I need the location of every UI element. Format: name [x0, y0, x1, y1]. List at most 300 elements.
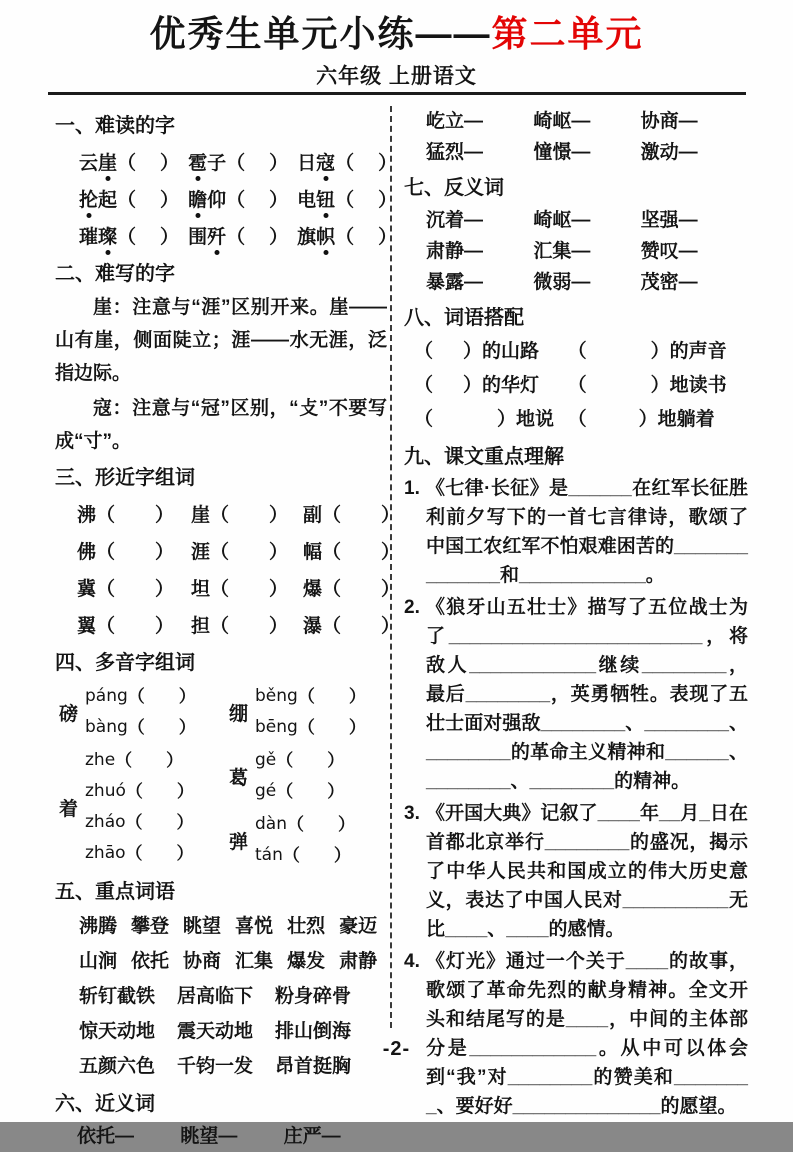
hard-to-read-words [55, 143, 398, 254]
pair-word: 激动— [640, 142, 698, 163]
word-with-parens [297, 148, 397, 175]
key-word: 沸腾 [79, 916, 118, 937]
hanzi-char: 担 [191, 616, 211, 637]
answer-blank-parens [117, 222, 179, 249]
collocation-row [404, 335, 748, 369]
close-paren: ） [381, 616, 401, 637]
polyphone-group [59, 681, 229, 743]
close-paren: ） [463, 375, 483, 396]
hanzi-char: 子 [207, 153, 227, 174]
pinyin-reading [255, 681, 366, 712]
open-paren: （ [117, 190, 137, 211]
key-word-row [55, 909, 387, 944]
word-with-parens [79, 222, 179, 249]
blank-gap [115, 550, 155, 551]
open-paren: （ [567, 409, 587, 430]
answer-blank-parens [210, 500, 288, 527]
answer-blank-parens [226, 222, 288, 249]
key-word: 依托 [131, 951, 170, 972]
similar-char-cell [191, 532, 303, 569]
item-number: 1. [404, 478, 420, 499]
pair-word: 憧憬— [533, 142, 591, 163]
word-with-parens [79, 148, 179, 175]
blank-gap [245, 235, 269, 236]
blank-gap [229, 513, 269, 514]
close-paren: ） [160, 190, 180, 211]
blank-gap [145, 727, 179, 728]
collocation-suffix: 地读书 [669, 375, 727, 396]
key-word: 攀登 [131, 916, 170, 937]
pinyin-text: běng [255, 686, 298, 706]
hanzi-char: 钮 [316, 185, 335, 212]
open-paren: （ [127, 718, 145, 737]
open-paren: （ [414, 375, 434, 396]
open-paren: （ [226, 190, 246, 211]
answer-blank-parens [287, 809, 355, 840]
pair-row [404, 137, 748, 168]
pinyin-reading [85, 807, 194, 838]
open-paren: （ [276, 782, 294, 801]
comprehension-item [404, 593, 748, 796]
pair-row [404, 106, 748, 137]
hard-word-row [55, 143, 398, 180]
right-column [404, 106, 748, 1124]
antonyms-list [404, 205, 748, 298]
answer-blank-parens [96, 537, 174, 564]
answer-blank-parens [276, 745, 344, 776]
open-paren: （ [96, 579, 116, 600]
hanzi-char: 帜 [316, 222, 335, 249]
open-paren: （ [127, 687, 145, 706]
answer-blank-parens [414, 335, 482, 369]
close-paren: ） [650, 375, 670, 396]
polyphone-hanzi: 弹 [229, 831, 249, 853]
pair-word: 赞叹— [640, 241, 698, 262]
hard-to-write-notes [55, 291, 387, 458]
pair-word: 沉着— [426, 210, 484, 231]
open-paren: （ [297, 718, 315, 737]
open-paren: （ [297, 687, 315, 706]
hanzi-char: 沸 [77, 505, 97, 526]
reading-lines [255, 745, 344, 807]
pair-row [404, 205, 748, 236]
hanzi-char: 爆 [303, 579, 323, 600]
close-paren: ） [178, 718, 196, 737]
close-paren: ） [166, 751, 184, 770]
title-red: 第二单元 [491, 13, 644, 54]
answer-blank-parens [322, 500, 400, 527]
answer-blank-parens [115, 745, 183, 776]
hanzi-char: 崖 [98, 148, 117, 175]
blank-gap [229, 587, 269, 588]
blank-gap [115, 587, 155, 588]
close-paren: ） [327, 751, 345, 770]
key-word: 排山倒海 [275, 1021, 352, 1042]
polyphone-column [229, 680, 366, 872]
blank-gap [293, 791, 327, 792]
comprehension-item [404, 474, 748, 590]
section9-heading: 九、课文重点理解 [404, 446, 564, 468]
pair-word: 崎岖— [533, 111, 591, 132]
pinyin-text: zhuó [85, 781, 126, 801]
note-paragraph: 寇：注意与“冠”区别，“攴”不要写成“寸”。 [55, 398, 387, 452]
pair-word: 庄严— [283, 1126, 341, 1147]
hanzi-char: 璀 [79, 227, 99, 248]
close-paren: ） [155, 579, 175, 600]
left-column [55, 106, 401, 1152]
open-paren: （ [335, 227, 355, 248]
similar-char-cell [77, 606, 191, 643]
section4-heading: 四、多音字组词 [55, 652, 195, 674]
similar-char-cell [77, 532, 191, 569]
key-word: 粉身碎骨 [275, 986, 352, 1007]
reading-lines [85, 681, 196, 743]
blank-gap [354, 198, 378, 199]
hanzi-char: 歼 [207, 222, 226, 249]
blank-gap [354, 235, 378, 236]
similar-char-cell [77, 569, 191, 606]
collocation-row [404, 403, 748, 437]
close-paren: ） [378, 227, 398, 248]
blank-gap [587, 420, 639, 421]
word-with-parens [188, 185, 288, 212]
hanzi-char: 副 [303, 505, 323, 526]
open-paren: （ [322, 579, 342, 600]
answer-blank-parens [568, 369, 670, 403]
key-word: 眺望 [183, 916, 222, 937]
blank-gap [341, 550, 381, 551]
hanzi-char: 璨 [98, 222, 117, 249]
word-with-parens [297, 222, 397, 249]
blank-gap [341, 513, 381, 514]
polyphone-groups [55, 680, 387, 872]
pair-word: 屹立— [426, 111, 484, 132]
close-paren: ） [381, 505, 401, 526]
close-paren: ） [378, 153, 398, 174]
blank-gap [341, 624, 381, 625]
pinyin-reading [85, 681, 196, 712]
close-paren: ） [160, 227, 180, 248]
page-number: -2- [382, 1038, 411, 1060]
pair-word: 崎岖— [533, 210, 591, 231]
pinyin-reading [255, 712, 366, 743]
open-paren: （ [226, 227, 246, 248]
blank-gap [304, 824, 338, 825]
close-paren: ） [381, 579, 401, 600]
answer-blank-parens [210, 574, 288, 601]
answer-blank-parens [322, 574, 400, 601]
close-paren: ） [638, 409, 658, 430]
blank-gap [433, 352, 463, 353]
close-paren: ） [269, 616, 289, 637]
open-paren: （ [115, 751, 133, 770]
pinyin-reading [85, 838, 194, 869]
word-with-parens [297, 185, 397, 212]
section7-heading: 七、反义词 [404, 177, 504, 199]
close-paren: ） [269, 190, 289, 211]
answer-blank-parens [210, 611, 288, 638]
answer-blank-parens [298, 712, 366, 743]
open-paren: （ [210, 616, 230, 637]
polyphone-hanzi: 磅 [59, 703, 79, 725]
reading-lines [255, 681, 366, 743]
close-paren: ） [155, 616, 175, 637]
polyphone-group [229, 809, 366, 871]
blank-gap [229, 550, 269, 551]
polyphone-group [229, 681, 366, 743]
answer-blank-parens [568, 335, 670, 369]
answer-blank-parens [414, 403, 516, 437]
answer-blank-parens [298, 681, 366, 712]
hanzi-char: 冀 [77, 579, 97, 600]
title-black: 优秀生单元小练—— [149, 13, 492, 54]
page-title [0, 6, 793, 57]
pinyin-text: bàng [85, 717, 128, 737]
open-paren: （ [414, 341, 434, 362]
answer-blank-parens [322, 537, 400, 564]
header-rule [48, 92, 746, 95]
hanzi-char: 涯 [191, 542, 211, 563]
hanzi-char: 翼 [77, 616, 97, 637]
hanzi-char: 日 [297, 153, 317, 174]
comprehension-items [404, 474, 748, 1121]
collocation-cell [414, 369, 568, 403]
pair-row [55, 1121, 387, 1152]
answer-blank-parens [322, 611, 400, 638]
answer-blank-parens [335, 222, 397, 249]
close-paren: ） [327, 782, 345, 801]
hard-word-row [55, 180, 398, 217]
key-word: 爆发 [287, 951, 326, 972]
close-paren: ） [269, 505, 289, 526]
hanzi-char: 云 [79, 153, 99, 174]
answer-blank-parens [226, 148, 288, 175]
pinyin-reading [255, 745, 344, 776]
similar-char-cell [191, 569, 303, 606]
word-with-parens [188, 148, 288, 175]
answer-blank-parens [96, 574, 174, 601]
open-paren: （ [414, 409, 434, 430]
close-paren: ） [269, 579, 289, 600]
similar-char-cell [303, 606, 403, 643]
open-paren: （ [567, 375, 587, 396]
collocation-cell [414, 335, 568, 369]
word-with-parens [188, 222, 288, 249]
item-text: 《狼牙山五壮士》描写了五位战士为了________________________，将敌人____________继续________，最后________，英勇牺牲。表现了五壮士面对强敌________、________、________的革命主义精神和______、________、________的精神。 [426, 597, 748, 792]
section1-heading: 一、难读的字 [55, 115, 175, 137]
hanzi-char: 瞻 [188, 185, 207, 212]
close-paren: ） [176, 813, 194, 832]
key-word-row [55, 979, 387, 1014]
answer-blank-parens [210, 537, 288, 564]
section2-heading: 二、难写的字 [55, 263, 175, 285]
blank-gap [354, 161, 378, 162]
blank-gap [132, 760, 166, 761]
close-paren: ） [650, 341, 670, 362]
answer-blank-parens [276, 776, 344, 807]
pinyin-reading [85, 776, 194, 807]
pinyin-text: zhe [85, 750, 116, 770]
key-word: 山涧 [79, 951, 118, 972]
pinyin-text: dàn [255, 814, 287, 834]
polyphone-group [229, 745, 366, 807]
hanzi-char: 瀑 [303, 616, 323, 637]
close-paren: ） [269, 542, 289, 563]
pair-word: 肃静— [426, 241, 484, 262]
open-paren: （ [335, 153, 355, 174]
pair-word: 坚强— [640, 210, 698, 231]
pair-word: 协商— [640, 111, 698, 132]
blank-gap [433, 420, 497, 421]
pinyin-text: bēng [255, 717, 298, 737]
hanzi-char: 雹 [188, 148, 207, 175]
pinyin-reading [255, 809, 355, 840]
open-paren: （ [210, 579, 230, 600]
key-word-row [55, 944, 387, 979]
section6-heading: 六、近义词 [55, 1093, 155, 1115]
pinyin-text: zháo [85, 812, 126, 832]
open-paren: （ [96, 542, 116, 563]
pair-word: 猛烈— [426, 142, 484, 163]
close-paren: ） [463, 341, 483, 362]
answer-blank-parens [226, 185, 288, 212]
similar-char-cell [191, 606, 303, 643]
collocation-row [404, 369, 748, 403]
hard-word-row [55, 217, 398, 254]
similar-char-cell [77, 495, 191, 532]
answer-blank-parens [128, 681, 196, 712]
collocation-cell [568, 335, 748, 369]
blank-gap [143, 853, 177, 854]
close-paren: ） [160, 153, 180, 174]
hanzi-char: 幅 [303, 542, 323, 563]
open-paren: （ [125, 782, 143, 801]
open-paren: （ [96, 505, 116, 526]
hanzi-char: 电 [297, 190, 317, 211]
pair-word: 汇集— [533, 241, 591, 262]
key-word: 惊天动地 [79, 1021, 156, 1042]
key-word: 喜悦 [235, 916, 274, 937]
answer-blank-parens [96, 500, 174, 527]
blank-gap [315, 727, 349, 728]
open-paren: （ [96, 616, 116, 637]
blank-gap [587, 352, 651, 353]
blank-gap [115, 624, 155, 625]
section5-heading: 五、重点词语 [55, 881, 175, 903]
collocation-suffix: 的山路 [482, 341, 540, 362]
blank-gap [145, 696, 179, 697]
collocation-suffix: 地说 [516, 409, 555, 430]
hanzi-char: 起 [98, 190, 118, 211]
key-word: 豪迈 [339, 916, 378, 937]
blank-gap [136, 235, 160, 236]
open-paren: （ [125, 813, 143, 832]
key-word: 肃静 [339, 951, 378, 972]
blank-gap [300, 855, 334, 856]
collocation-cell [414, 403, 568, 437]
open-paren: （ [276, 751, 294, 770]
blank-gap [143, 822, 177, 823]
blank-gap [143, 791, 177, 792]
open-paren: （ [117, 153, 137, 174]
synonyms-left [55, 1121, 387, 1152]
answer-blank-parens [126, 776, 194, 807]
blank-gap [245, 198, 269, 199]
collocation-cell [568, 369, 748, 403]
hanzi-char: 坦 [191, 579, 211, 600]
collocation-suffix: 的声音 [669, 341, 727, 362]
pair-word: 微弱— [533, 272, 591, 293]
hanzi-char: 旗 [297, 227, 317, 248]
pinyin-reading [85, 712, 196, 743]
note-paragraph: 崖：注意与“涯”区别开来。崖——山有崖，侧面陡立；涯——水无涯，泛指边际。 [55, 297, 387, 384]
section3-heading: 三、形近字组词 [55, 467, 195, 489]
close-paren: ） [381, 542, 401, 563]
key-word: 昂首挺胸 [275, 1056, 352, 1077]
open-paren: （ [210, 542, 230, 563]
hanzi-char: 崖 [191, 505, 211, 526]
answer-blank-parens [128, 712, 196, 743]
word-with-parens [79, 185, 179, 212]
blank-gap [293, 760, 327, 761]
item-text: 《开国大典》记叙了____年__月_日在首都北京举行________的盛况，揭示了中华人民共和国成立的伟大历史意义，表达了中国人民对__________无比____、____的感情。 [426, 803, 748, 940]
close-paren: ） [348, 687, 366, 706]
answer-blank-parens [117, 185, 179, 212]
blank-gap [245, 161, 269, 162]
close-paren: ） [497, 409, 517, 430]
answer-blank-parens [568, 403, 658, 437]
polyphone-hanzi: 绷 [229, 703, 249, 725]
close-paren: ） [269, 153, 289, 174]
key-word: 壮烈 [287, 916, 326, 937]
collocation-cell [568, 403, 748, 437]
pinyin-reading [255, 776, 344, 807]
similar-char-cell [191, 495, 303, 532]
open-paren: （ [322, 616, 342, 637]
close-paren: ） [176, 782, 194, 801]
hanzi-char: 仰 [207, 190, 227, 211]
open-paren: （ [282, 846, 300, 865]
open-paren: （ [335, 190, 355, 211]
hanzi-char: 抡 [79, 185, 98, 212]
pair-row [404, 236, 748, 267]
open-paren: （ [210, 505, 230, 526]
pinyin-text: zhāo [85, 843, 126, 863]
similar-char-cell [303, 532, 403, 569]
key-word: 居高临下 [177, 986, 254, 1007]
answer-blank-parens [335, 148, 397, 175]
pinyin-reading [85, 745, 194, 776]
close-paren: ） [333, 846, 351, 865]
similar-characters-grid [55, 495, 401, 643]
collocation-suffix: 地躺着 [657, 409, 715, 430]
close-paren: ） [155, 505, 175, 526]
key-word: 协商 [183, 951, 222, 972]
pair-word: 依托— [77, 1126, 135, 1147]
answer-blank-parens [283, 840, 351, 871]
open-paren: （ [322, 505, 342, 526]
open-paren: （ [117, 227, 137, 248]
open-paren: （ [125, 844, 143, 863]
pair-row [404, 267, 748, 298]
answer-blank-parens [96, 611, 174, 638]
pair-word: 眺望— [180, 1126, 238, 1147]
section8-heading: 八、词语搭配 [404, 307, 524, 329]
answer-blank-parens [117, 148, 179, 175]
comprehension-item [404, 799, 748, 944]
answer-blank-parens [335, 185, 397, 212]
key-word: 斩钉截铁 [79, 986, 156, 1007]
